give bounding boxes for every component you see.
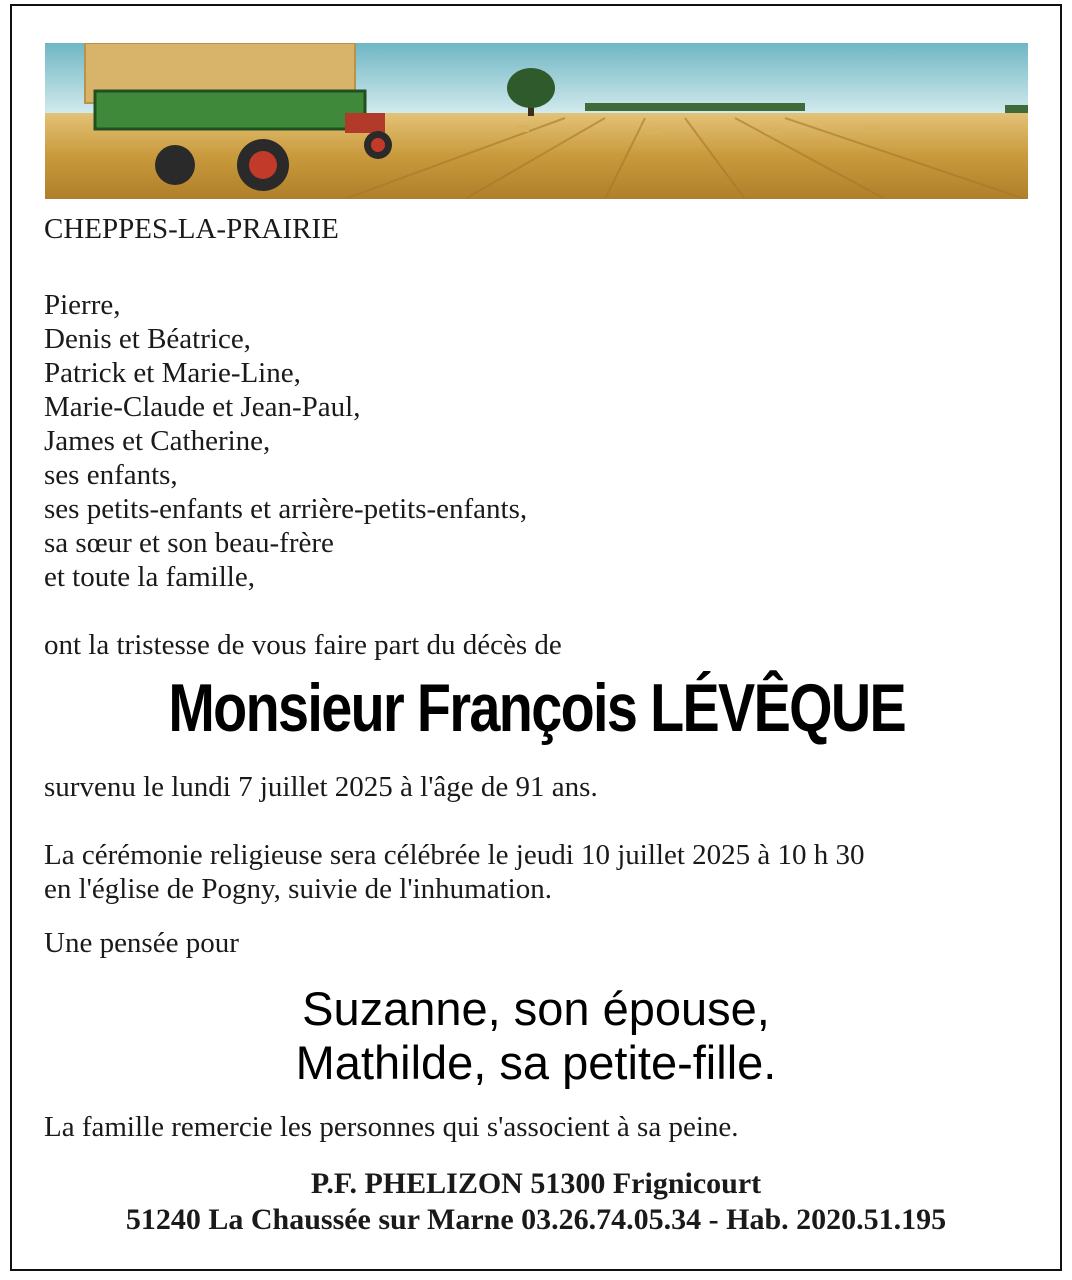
death-info: survenu le lundi 7 juillet 2025 à l'âge de 91 ans. <box>44 771 598 803</box>
location-heading: CHEPPES-LA-PRAIRIE <box>44 213 339 245</box>
thanks-text: La famille remercie les personnes qui s'associent à sa peine. <box>44 1111 739 1143</box>
thought-intro: Une pensée pour <box>44 927 239 959</box>
funeral-home-contact: 51240 La Chaussée sur Marne 03.26.74.05.34 - Hab. 2020.51.195 <box>125 1203 947 1236</box>
family-list <box>44 288 527 594</box>
family-line: Marie-Claude et Jean-Paul, <box>44 391 361 423</box>
family-line: Pierre, <box>44 289 121 321</box>
announcement-text: ont la tristesse de vous faire part du décès de <box>44 629 562 661</box>
family-line: James et Catherine, <box>44 425 271 457</box>
thought-name-spouse: Suzanne, son épouse, <box>302 982 770 1035</box>
family-line: ses enfants, <box>44 459 178 491</box>
family-line: et toute la famille, <box>44 561 255 593</box>
family-line: sa sœur et son beau-frère <box>44 527 334 559</box>
family-line: ses petits-enfants et arrière-petits-enfants, <box>44 493 528 525</box>
ceremony-line-2: en l'église de Pogny, suivie de l'inhumation. <box>44 873 552 905</box>
family-line: Denis et Béatrice, <box>44 323 251 355</box>
deceased-name: Monsieur François LÉVÊQUE <box>168 670 906 746</box>
ceremony-line-1: La cérémonie religieuse sera célébrée le jeudi 10 juillet 2025 à 10 h 30 <box>44 839 865 871</box>
harvest-field-banner-image <box>45 43 1028 199</box>
funeral-home-name: P.F. PHELIZON 51300 Frignicourt <box>310 1167 762 1200</box>
thought-name-granddaughter: Mathilde, sa petite-fille. <box>295 1036 777 1089</box>
family-line: Patrick et Marie-Line, <box>44 357 301 389</box>
